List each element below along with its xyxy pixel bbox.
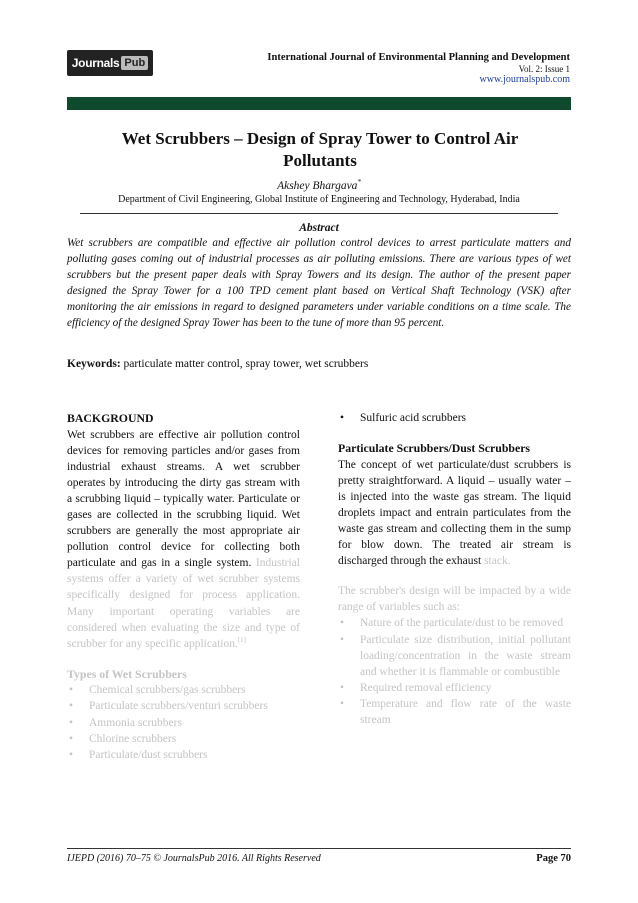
journalspub-logo (67, 50, 153, 76)
background-paragraph (67, 427, 300, 652)
right-column (338, 410, 571, 728)
list-item: • Ammonia scrubbers (67, 715, 300, 731)
list-item: • Chlorine scrubbers (67, 731, 300, 747)
list-item: • Particulate/dust scrubbers (67, 747, 300, 763)
list-item: • Chemical scrubbers/gas scrubbers (67, 682, 300, 698)
types-list (67, 682, 300, 762)
list-item: • Particulate scrubbers/venturi scrubbers (67, 698, 300, 714)
list-item: • Required removal efficiency (338, 680, 571, 696)
abstract-heading: Abstract (299, 222, 339, 234)
list-item: • Particulate size distribution, initial pollutant loading/concentration in the waste stream and whether it is flammable or combustible (338, 632, 571, 680)
background-text-faded: Industrial systems offer a variety of wet scrubber systems specifically designed for process application. Many important operating variables are considered when evaluating the size and type of scrubber for any specific application. (67, 557, 300, 650)
journal-name: International Journal of Environmental Planning and Development (267, 52, 570, 63)
variables-intro: The scrubber's design will be impacted by a wide range of variables such as: (338, 585, 571, 614)
journal-header (267, 52, 570, 86)
paper-title: Wet Scrubbers – Design of Spray Tower to Control Air Pollutants (121, 129, 519, 171)
footer-citation: IJEPD (2016) 70–75 © JournalsPub 2016. All Rights Reserved (67, 853, 321, 864)
list-item: • Temperature and flow rate of the waste stream (338, 696, 571, 728)
keywords (67, 358, 571, 370)
abstract-body: Wet scrubbers are compatible and effective air pollution control devices to arrest particulate matters and polluting gases coming out of industrial processes as air polluting emissions. There are various types of wet scrubbers but the present paper deals with Spray Towers and its design. The author of the present paper designed the Spray Tower for a 100 TPD cement plant based on Vertical Shaft Technology (VSK) after monitoring the air emissions in regard to designed parameters under variable conditions on a time scale. The efficiency of the designed Spray Tower has been to the tune of more than 95 percent. (67, 237, 571, 329)
author-name: Akshey Bhargava (277, 179, 358, 192)
left-column (67, 410, 300, 763)
journal-url-link[interactable]: www.journalspub.com (479, 74, 570, 86)
particulate-paragraph (338, 457, 571, 570)
background-text: Wet scrubbers are effective air pollution control devices for removing particles and/or gases from industrial exhaust streams. A wet scrubber operates by introducing the dirty gas stream with a scrubbing liquid – typically water. Particulate or gases are collected in the scrubbing liquid. Wet scrubbers are generally the most appropriate air pollution control device for collecting both particulate and gas in a single system. (67, 428, 300, 570)
keywords-label: Keywords: (67, 358, 121, 370)
list-item: • Sulfuric acid scrubbers (338, 410, 571, 426)
journal-volume: Vol. 2: Issue 1 (518, 64, 570, 75)
logo-text-pub: Pub (121, 56, 148, 70)
title-divider (80, 213, 558, 214)
logo-text-journals: Journals (71, 56, 120, 70)
author-mark: * (357, 178, 361, 186)
affiliation: Department of Civil Engineering, Global Institute of Engineering and Technology, Hyderabad, India (118, 194, 520, 205)
particulate-scrubbers-heading: Particulate Scrubbers/Dust Scrubbers (338, 441, 531, 456)
variables-list (338, 615, 571, 728)
types-heading: Types of Wet Scrubbers (67, 666, 187, 681)
list-item: • Nature of the particulate/dust to be removed (338, 615, 571, 631)
particulate-text-faded: stack. (484, 555, 511, 568)
reference-mark: [1] (237, 635, 247, 644)
author (67, 178, 571, 192)
footer-divider (67, 848, 571, 849)
page-number: Page 70 (536, 853, 571, 864)
types-list-continued (338, 410, 571, 426)
header-bar (67, 97, 571, 110)
background-heading: BACKGROUND (67, 411, 154, 425)
particulate-text: The concept of wet particulate/dust scrubbers is pretty straightforward. A liquid – usually water – is injected into the waste gas stream. The liquid droplets impact and entrain particulates from the waste gas stream and collecting them in the sump for blow down. The treated air stream is discharged through the exhaust (338, 458, 571, 568)
keywords-text: particulate matter control, spray tower, wet scrubbers (123, 358, 369, 370)
